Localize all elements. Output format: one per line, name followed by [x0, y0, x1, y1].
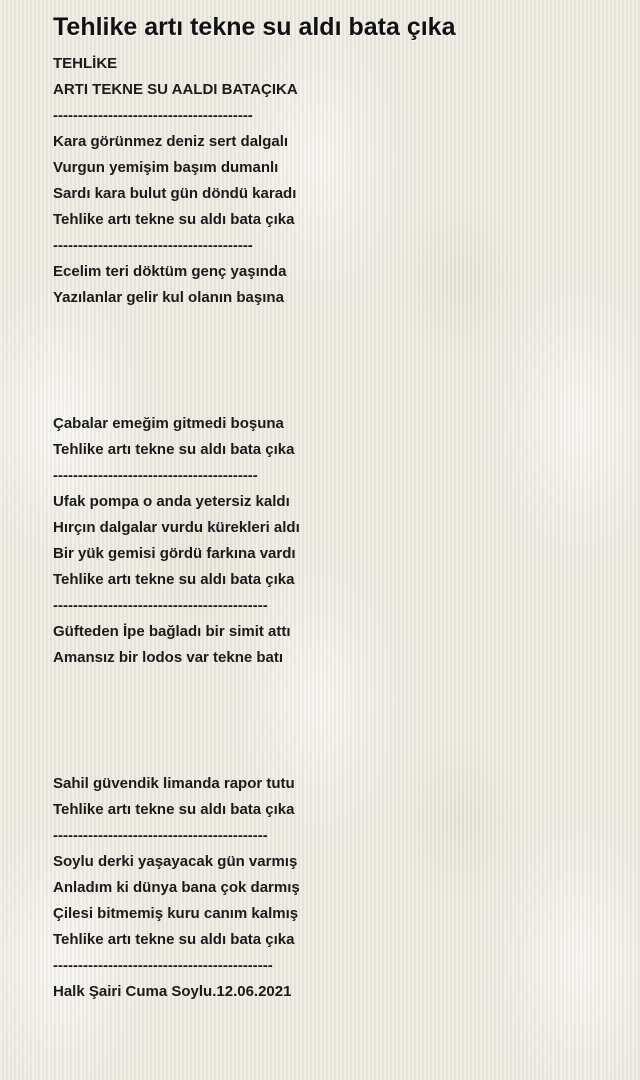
poem-line: Bir yük gemisi gördü farkına vardı — [53, 545, 296, 562]
poem-line: Kara görünmez deniz sert dalgalı — [53, 133, 289, 150]
separator-line: ---------------------------------------- — [53, 107, 253, 124]
poem-line: Amansız bir lodos var tekne batı — [53, 649, 284, 666]
poem-title: Tehlike artı tekne su aldı bata çıka — [53, 13, 456, 41]
refrain-line: Tehlike artı tekne su aldı bata çıka — [53, 801, 295, 818]
poem-line: TEHLİKE — [53, 55, 118, 72]
poem-line: Sahil güvendik limanda rapor tutu — [53, 775, 295, 792]
poem-line: Vurgun yemişim başım dumanlı — [53, 159, 279, 176]
poem-line: Ufak pompa o anda yetersiz kaldı — [53, 493, 290, 510]
refrain-line: Tehlike artı tekne su aldı bata çıka — [53, 931, 295, 948]
poem-line: Çabalar emeğim gitmedi boşuna — [53, 415, 284, 432]
poem-line: Sardı kara bulut gün döndü karadı — [53, 185, 297, 202]
separator-line: ---------------------------------------- — [53, 237, 253, 254]
poem-signature: Halk Şairi Cuma Soylu.12.06.2021 — [53, 983, 292, 1000]
separator-line: ------------------------------------------- — [53, 597, 268, 614]
separator-line: ----------------------------------------- — [53, 467, 258, 484]
poem-line: Güfteden İpe bağladı bir simit attı — [53, 623, 291, 640]
separator-line: ------------------------------------------- — [53, 827, 268, 844]
poem-line: Çilesi bitmemiş kuru canım kalmış — [53, 905, 299, 922]
refrain-line: Tehlike artı tekne su aldı bata çıka — [53, 211, 295, 228]
poem-line: ARTI TEKNE SU AALDI BATAÇIKA — [53, 81, 298, 98]
refrain-line: Tehlike artı tekne su aldı bata çıka — [53, 441, 295, 458]
refrain-line: Tehlike artı tekne su aldı bata çıka — [53, 571, 295, 588]
poem-line: Anladım ki dünya bana çok darmış — [53, 879, 300, 896]
poem-line: Yazılanlar gelir kul olanın başına — [53, 289, 284, 306]
separator-line: -------------------------------------------- — [53, 957, 273, 974]
poem-line: Soylu derki yaşayacak gün varmış — [53, 853, 298, 870]
poem-line: Hırçın dalgalar vurdu kürekleri aldı — [53, 519, 300, 536]
poem-line: Ecelim teri döktüm genç yaşında — [53, 263, 287, 280]
